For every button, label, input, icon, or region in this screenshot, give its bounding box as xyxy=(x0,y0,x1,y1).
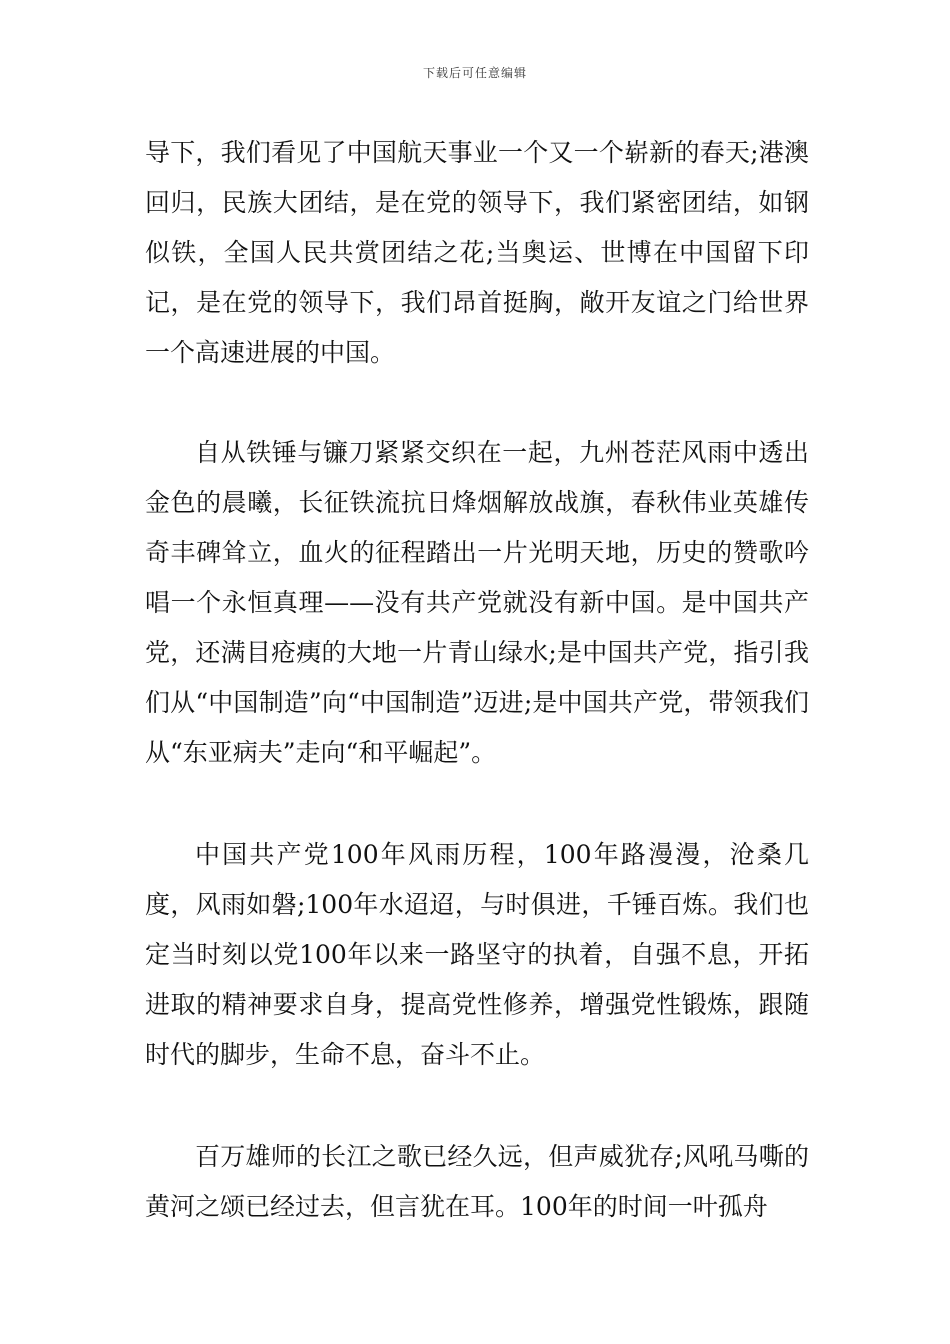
paragraph-party-history: 中国共产党100年风雨历程，100年路漫漫，沧桑几度，风雨如磐;100年水迢迢，与时俱进，千锤百炼。我们也定当时刻以党100年以来一路坚守的执着，自强不息，开拓进取的精神要求自身，提高党性修养，增强党性锻炼，跟随时代的脚步，生命不息，奋斗不止。 xyxy=(145,840,809,1069)
paragraph-yangtze-yellow-river: 百万雄师的长江之歌已经久远，但声威犹存;风吼马嘶的黄河之颂已经过去，但言犹在耳。100年的时间一叶孤舟 xyxy=(145,1142,809,1221)
page-header: 下载后可任意编辑 xyxy=(422,66,527,80)
document-body xyxy=(145,128,809,1232)
paragraph-hammer-sickle: 自从铁锤与镰刀紧紧交织在一起，九州苍茫风雨中透出金色的晨曦，长征铁流抗日烽烟解放战旗，春秋伟业英雄传奇丰碑耸立，血火的征程踏出一片光明天地，历史的赞歌吟唱一个永恒真理——没有共产党就没有新中国。是中国共产党，还满目疮痍的大地一片青山绿水;是中国共产党，指引我们从“中国制造”向“中国制造”迈进;是中国共产党，带领我们从“东亚病夫”走向“和平崛起”。 xyxy=(145,438,809,767)
paragraph-continuation: 导下，我们看见了中国航天事业一个又一个崭新的春天;港澳回归，民族大团结，是在党的领导下，我们紧密团结，如钢似铁，全国人民共赏团结之花;当奥运、世博在中国留下印记，是在党的领导下，我们昂首挺胸，敞开友谊之门给世界一个高速进展的中国。 xyxy=(145,138,809,367)
